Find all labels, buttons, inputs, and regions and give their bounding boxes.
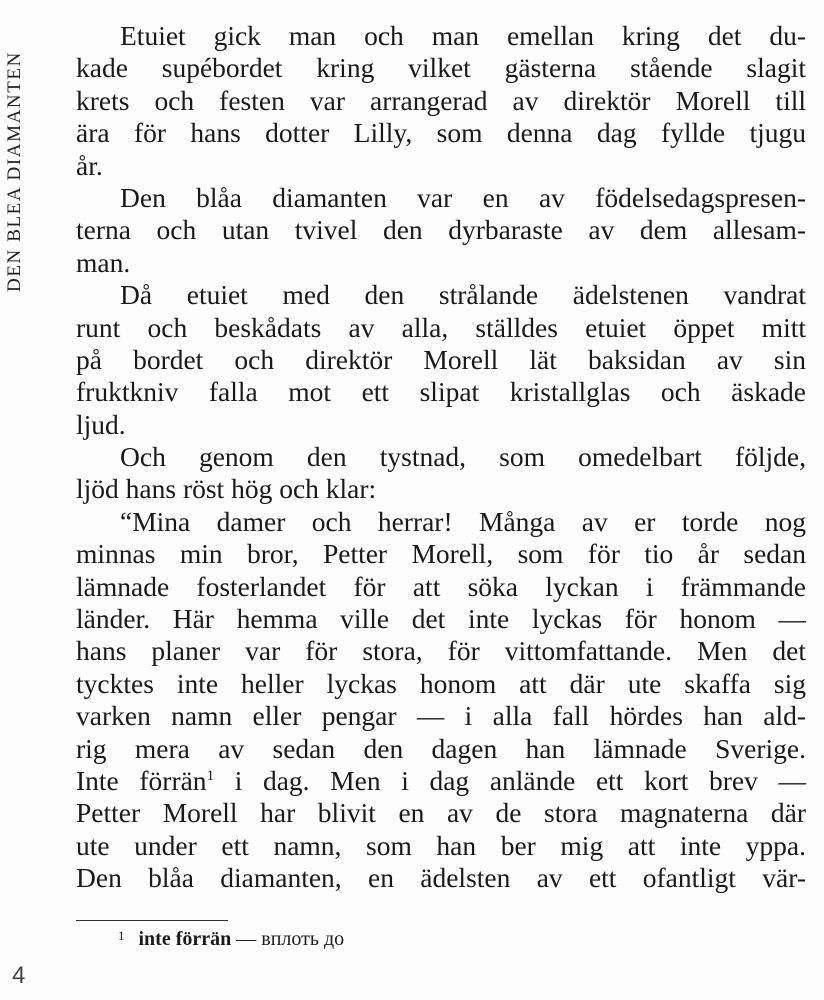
line-text: ära för hans dotter Lilly, som denna dag fyllde tjugu [76,117,806,149]
text-line [76,279,806,311]
line-text: länder. Här hemma ville det inte lyckas för honom — [76,603,806,635]
footnote-dash: — [231,928,262,950]
line-text: varken namn eller pengar — i alla fall hördes han ald- [76,700,806,732]
text-line [76,571,806,603]
running-head: DEN BLEA DIAMANTEN [4,51,25,292]
text-line [76,117,806,149]
line-text: terna och utan tvivel den dyrbaraste av dem allesam- [76,214,806,246]
line-text: på bordet och direktör Morell lät baksidan av sin [76,343,806,375]
line-text: i dag. Men i dag anlände ett kort brev — [214,764,806,796]
text-line [76,150,806,182]
line-text: krets och festen var arrangerad av direktör Morell till [76,84,806,116]
line-text: Etuiet gick man och man emellan kring det du- [120,20,806,51]
line-text: ute under ett namn, som han ber mig att inte yppa. [76,829,806,861]
line-text: ljöd hans röst hög och klar: [76,473,377,505]
text-line [76,214,806,246]
text-line [76,506,806,538]
footnote-translation: вплоть до [261,928,345,950]
text-line [76,765,806,797]
line-text: år. [76,149,103,181]
text-line [76,20,806,52]
text-line [76,441,806,473]
line-text: runt och beskådats av alla, ställdes etuiet öppet mitt [76,311,806,343]
text-line [76,247,806,279]
text-line [76,603,806,635]
footnote-reference[interactable]: 1 [206,767,215,784]
line-text: tycktes inte heller lyckas honom att där ute skaffa sig [76,667,806,699]
text-line [76,668,806,700]
line-text: rig mera av sedan den dagen han lämnade Sverige. [76,732,806,764]
text-line [76,700,806,732]
text-line [76,538,806,570]
text-line [76,344,806,376]
body-text [76,20,806,895]
footnote-term: inte förrän [138,928,232,950]
footnote [118,928,344,951]
text-line [76,312,806,344]
text-line [76,635,806,667]
line-text: “Mina damer och herrar! Många av er torde nog [120,505,806,537]
line-text: ljud. [76,408,126,440]
footnote-divider [76,920,228,921]
line-text: kade supébordet kring vilket gästerna stående slagit [76,52,806,84]
text-line [76,52,806,84]
text-line [76,182,806,214]
line-text: Petter Morell har blivit en av de stora magnaterna där [76,797,806,829]
text-line [76,473,806,505]
line-text: minnas min bror, Petter Morell, som för tio år sedan [76,538,806,570]
page-number: 4 [12,962,26,989]
line-text: man. [76,246,131,278]
line-text: Och genom den tystnad, som omedelbart följde, [120,441,806,473]
line-text: hans planer var för stora, för vittomfattande. Men det [76,635,806,667]
text-line [76,376,806,408]
line-text: fruktkniv falla mot ett slipat kristallglas och äskade [76,376,806,408]
line-text: Den blåa diamanten, en ädelsten av ett ofantligt vär- [76,862,806,894]
text-line [76,797,806,829]
line-text: lämnade fosterlandet för att söka lyckan i främmande [76,570,806,602]
line-text: Då etuiet med den strålande ädelstenen vandrat [120,279,806,311]
text-line [76,830,806,862]
line-text: Den blåa diamanten var en av födelsedagspresen- [120,181,806,213]
text-line [76,409,806,441]
line-text: Inte förrän [76,764,207,796]
footnote-number: 1 [118,928,125,943]
text-line [76,85,806,117]
text-line [76,733,806,765]
text-line [76,862,806,894]
